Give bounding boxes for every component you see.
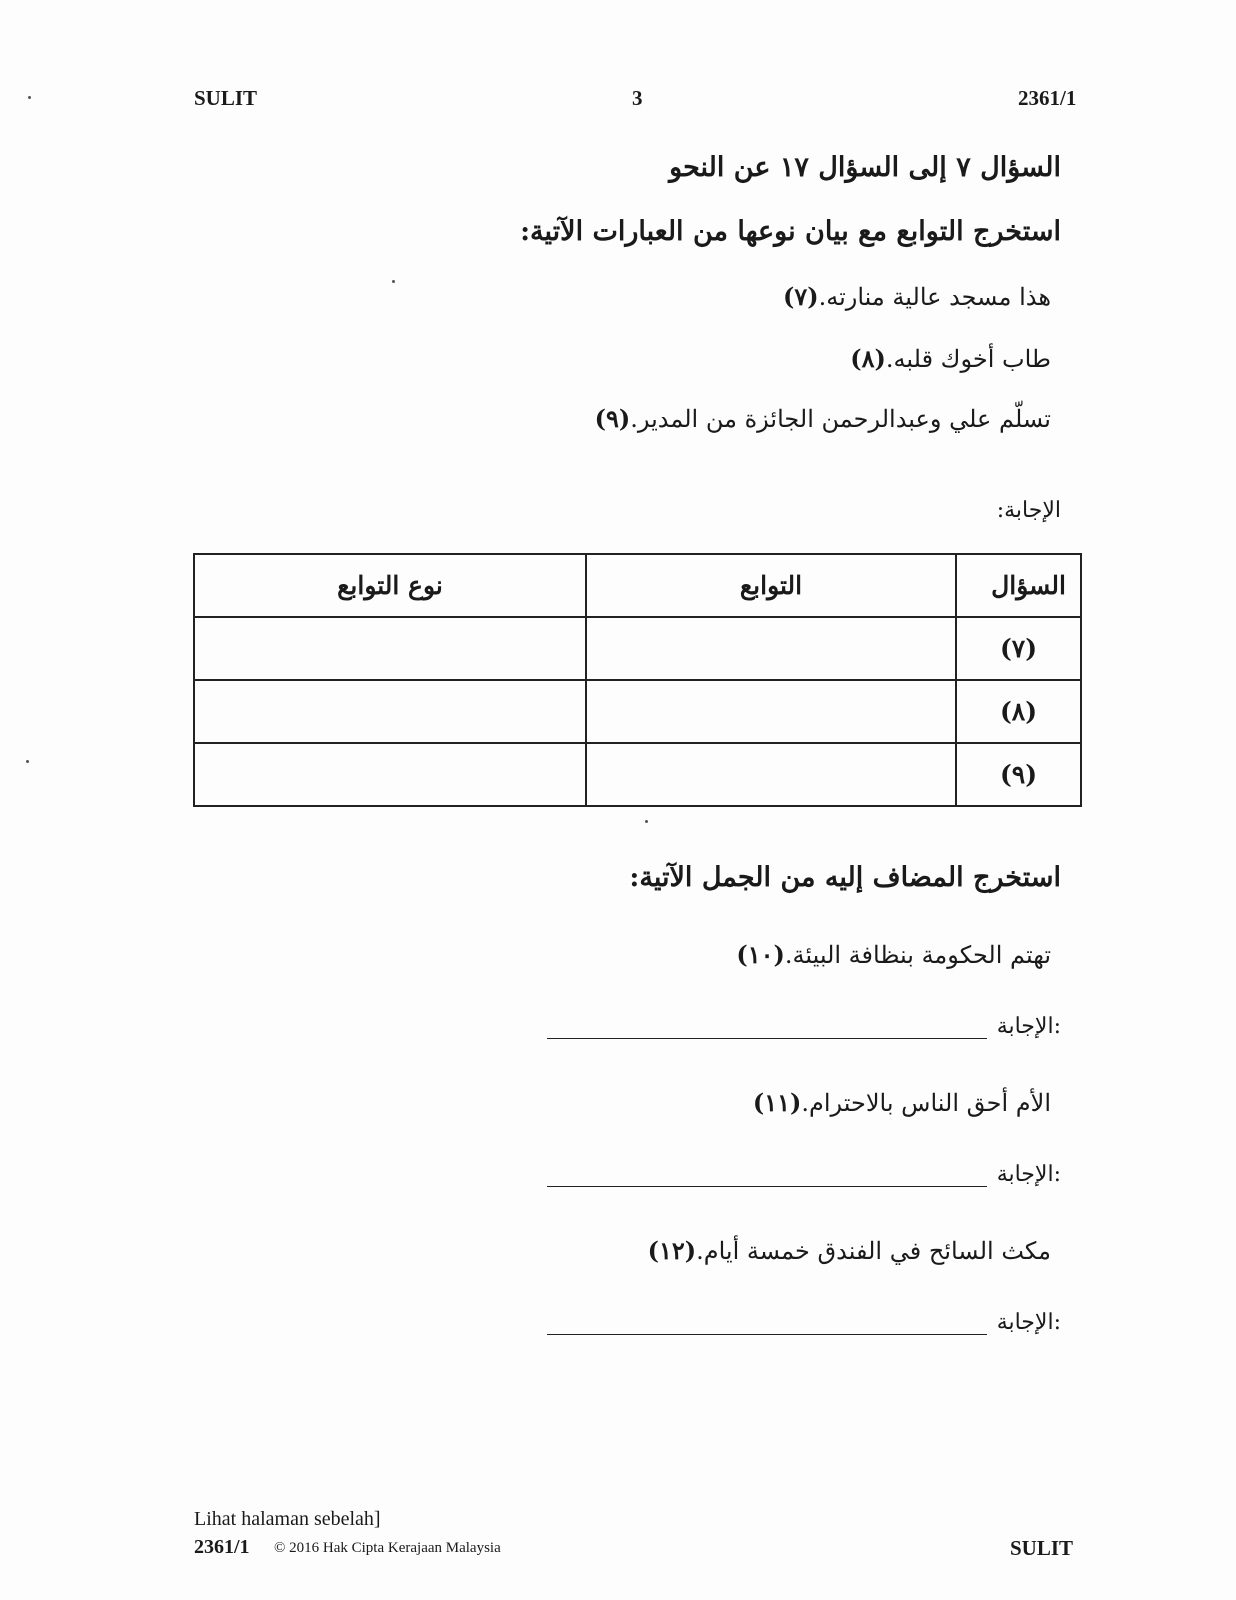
table-row <box>194 680 1081 743</box>
scan-speck <box>392 280 395 283</box>
answer-label: الإجابة: <box>996 1310 1061 1335</box>
question-text: تهتم الحكومة بنظافة البيئة. <box>784 941 1051 969</box>
question-number: (١٠) <box>736 940 785 969</box>
answer-cell-followers[interactable] <box>586 743 956 806</box>
section1-instruction: استخرج التوابع مع بيان نوعها من العبارات الآتية: <box>520 216 1061 247</box>
scan-speck <box>26 760 29 763</box>
table-row <box>194 617 1081 680</box>
question-item <box>570 404 1061 433</box>
footer-right: SULIT <box>1010 1536 1074 1560</box>
question-text: تسلّم علي وعبدالرحمن الجائزة من المدير. <box>630 405 1051 433</box>
page-number: 3 <box>632 86 643 110</box>
question-item <box>741 1088 1061 1117</box>
question-number: (٨) <box>850 344 886 373</box>
copyright: © 2016 Hak Cipta Kerajaan Malaysia <box>274 1540 501 1556</box>
question-range-title: السؤال ٧ إلى السؤال ١٧ عن النحو <box>669 152 1061 183</box>
answer-label: الإجابة: <box>996 498 1061 523</box>
question-text: طاب أخوك قلبه. <box>885 345 1051 373</box>
next-page-note: Lihat halaman sebelah] <box>194 1508 381 1530</box>
question-number: (١١) <box>752 1088 802 1117</box>
scan-speck <box>28 96 31 99</box>
answer-label: الإجابة: <box>996 1162 1061 1187</box>
row-question-number: (٧) <box>956 617 1081 680</box>
question-number: (٧) <box>782 282 819 311</box>
answer-cell-followers[interactable] <box>586 680 956 743</box>
table-row <box>194 743 1081 806</box>
answer-cell-type[interactable] <box>194 743 586 806</box>
table-header-row <box>194 554 1081 617</box>
answer-row <box>547 1162 1061 1187</box>
paper-code: 2361/1 <box>1018 86 1077 110</box>
answer-line[interactable] <box>547 1312 987 1335</box>
scan-speck <box>645 820 648 823</box>
question-item <box>826 344 1061 373</box>
column-header-followers: التوابع <box>586 554 956 617</box>
answer-cell-type[interactable] <box>194 617 586 680</box>
header-left: SULIT <box>194 86 258 110</box>
row-question-number: (٩) <box>956 743 1081 806</box>
question-text: مكث السائح في الفندق خمسة أيام. <box>696 1237 1051 1265</box>
question-text: هذا مسجد عالية منارته. <box>818 283 1051 311</box>
question-item <box>759 282 1061 311</box>
section2-instruction: استخرج المضاف إليه من الجمل الآتية: <box>629 862 1061 893</box>
question-number: (٩) <box>594 404 631 433</box>
question-item <box>725 940 1061 969</box>
question-text: الأم أحق الناس بالاحترام. <box>801 1089 1051 1117</box>
answer-label: الإجابة: <box>996 1014 1061 1039</box>
footer-code: 2361/1 <box>194 1536 250 1558</box>
question-item <box>636 1236 1061 1265</box>
answer-row <box>547 1310 1061 1335</box>
answer-row <box>547 1014 1061 1039</box>
question-number: (١٢) <box>647 1236 697 1265</box>
column-header-question: السؤال <box>956 554 1081 617</box>
answer-line[interactable] <box>547 1164 987 1187</box>
answer-cell-type[interactable] <box>194 680 586 743</box>
answer-table <box>193 553 1082 807</box>
row-question-number: (٨) <box>956 680 1081 743</box>
answer-cell-followers[interactable] <box>586 617 956 680</box>
column-header-type: نوع التوابع <box>194 554 586 617</box>
answer-line[interactable] <box>547 1016 987 1039</box>
